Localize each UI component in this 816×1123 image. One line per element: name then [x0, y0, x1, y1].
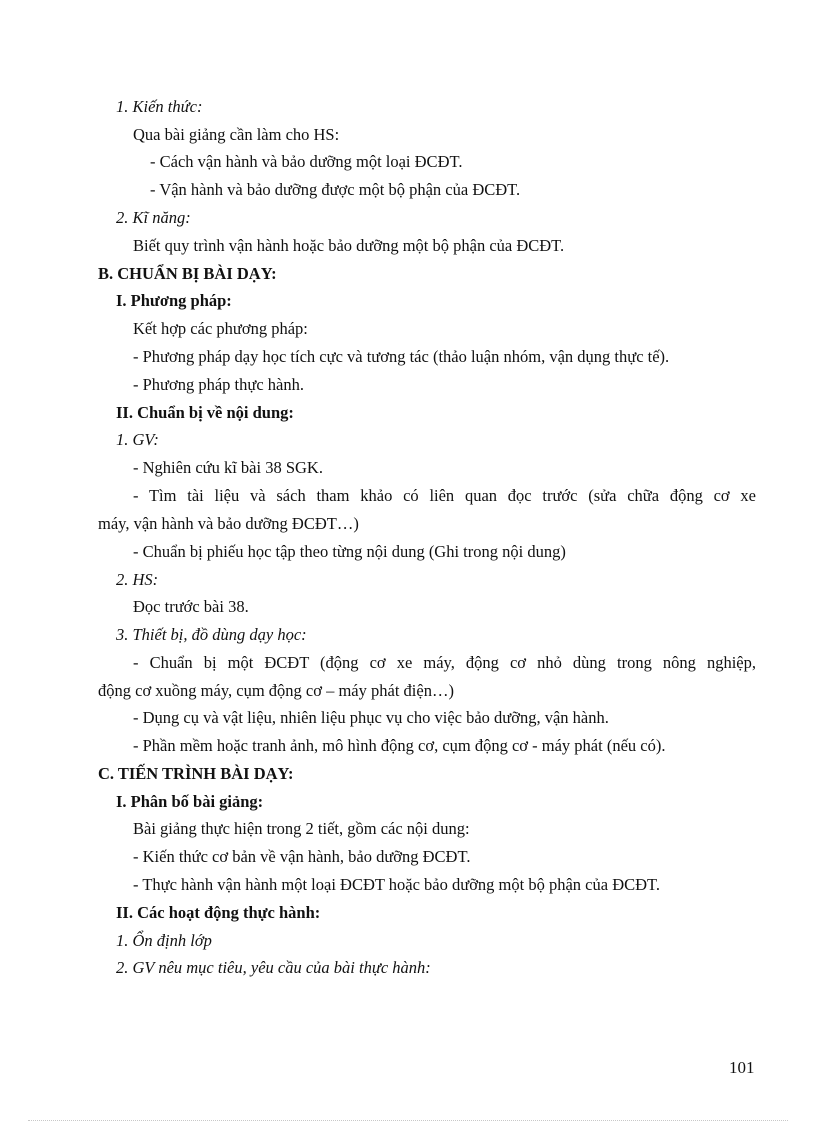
paragraph-line: Qua bài giảng cần làm cho HS:: [133, 125, 340, 144]
list-item: - Kiến thức cơ bản về vận hành, bảo dưỡng ĐCĐT.: [133, 847, 471, 866]
list-item: - Cách vận hành và bảo dưỡng một loại ĐCĐT.: [150, 152, 463, 171]
paragraph-line: Kết hợp các phương pháp:: [133, 319, 308, 338]
list-item: - Phần mềm hoặc tranh ảnh, mô hình động cơ, cụm động cơ - máy phát (nếu có).: [133, 736, 666, 755]
list-item: - Nghiên cứu kĩ bài 38 SGK.: [133, 458, 323, 477]
subheading-hs: 2. HS:: [116, 570, 159, 589]
subheading-muc-tieu: 2. GV nêu mục tiêu, yêu cầu của bài thực hành:: [116, 958, 431, 977]
subheading-ki-nang: 2. Kĩ năng:: [116, 208, 191, 227]
subheading-kien-thuc: 1. Kiến thức:: [116, 97, 203, 116]
paragraph-line: Bài giảng thực hiện trong 2 tiết, gồm các nội dung:: [133, 819, 470, 838]
list-item: - Phương pháp thực hành.: [133, 375, 304, 394]
section-heading-c: C. TIẾN TRÌNH BÀI DẠY:: [98, 764, 294, 783]
list-item: - Vận hành và bảo dưỡng được một bộ phận của ĐCĐT.: [150, 180, 521, 199]
list-item: - Phương pháp dạy học tích cực và tương tác (thảo luận nhóm, vận dụng thực tế).: [133, 347, 670, 366]
heading-phan-bo: I. Phân bố bài giảng:: [116, 792, 264, 811]
heading-hoat-dong: II. Các hoạt động thực hành:: [116, 903, 321, 922]
list-item: - Tìm tài liệu và sách tham khảo có liên quan đọc trước (sửa chữa động cơ xe: [133, 486, 756, 505]
paragraph-line: động cơ xuồng máy, cụm động cơ – máy phát điện…): [98, 681, 454, 700]
list-item: - Chuẩn bị một ĐCĐT (động cơ xe máy, động cơ nhỏ dùng trong nông nghiệp,: [133, 653, 756, 672]
page-number: 101: [729, 1058, 755, 1077]
paragraph-line: Đọc trước bài 38.: [133, 597, 249, 616]
page-bottom-divider: [28, 1120, 788, 1121]
subheading-gv: 1. GV:: [116, 430, 159, 449]
paragraph-line: Biết quy trình vận hành hoặc bảo dưỡng một bộ phận của ĐCĐT.: [133, 236, 565, 255]
paragraph-line: máy, vận hành và bảo dưỡng ĐCĐT…): [98, 514, 359, 533]
section-heading-b: B. CHUẨN BỊ BÀI DẠY:: [98, 264, 277, 283]
heading-chuan-bi-noi-dung: II. Chuẩn bị về nội dung:: [116, 403, 294, 422]
subheading-thiet-bi: 3. Thiết bị, đồ dùng dạy học:: [116, 625, 307, 644]
list-item: - Thực hành vận hành một loại ĐCĐT hoặc bảo dưỡng một bộ phận của ĐCĐT.: [133, 875, 661, 894]
subheading-on-dinh: 1. Ổn định lớp: [116, 931, 212, 950]
heading-phuong-phap: I. Phương pháp:: [116, 291, 232, 310]
list-item: - Dụng cụ và vật liệu, nhiên liệu phục vụ cho việc bảo dưỡng, vận hành.: [133, 708, 609, 727]
list-item: - Chuẩn bị phiếu học tập theo từng nội dung (Ghi trong nội dung): [133, 542, 566, 561]
